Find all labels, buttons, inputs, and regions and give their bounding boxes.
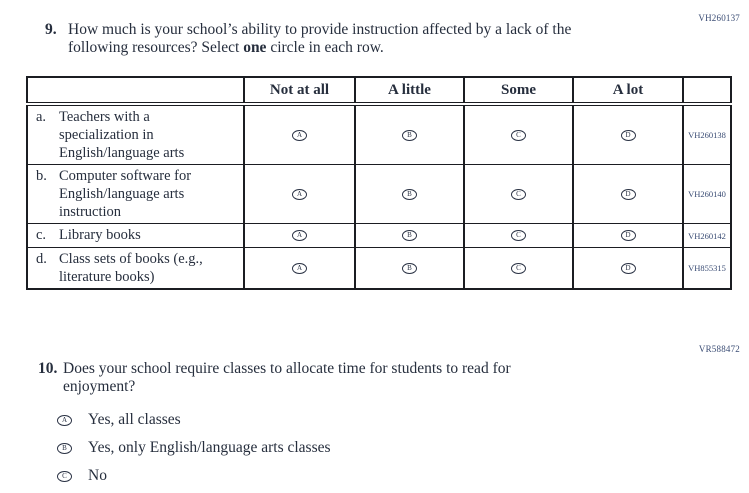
cell-a-lot <box>573 104 683 165</box>
option-yes-all-classes <box>57 406 331 434</box>
row-form-code: VH855315 <box>683 248 731 290</box>
option-label: No <box>88 467 107 484</box>
row-letter: b. <box>36 168 47 184</box>
question-10-text <box>63 360 511 396</box>
question-9-number: 9. <box>45 21 57 38</box>
answer-bubble-d[interactable]: D <box>621 263 636 274</box>
question-10-options <box>57 406 331 490</box>
question-10-line2: enjoyment? <box>63 378 136 395</box>
row-label: Computer software for English/language arts instruction <box>59 168 192 220</box>
answer-bubble-b[interactable]: B <box>402 230 417 241</box>
row-form-code: VH260142 <box>683 224 731 248</box>
answer-bubble-a[interactable]: A <box>292 263 307 274</box>
code-column-header <box>683 77 731 104</box>
row-label: Class sets of books (e.g., literature books) <box>59 251 203 285</box>
row-letter: c. <box>36 227 47 243</box>
answer-bubble-d[interactable]: D <box>621 189 636 200</box>
row-label-cell <box>27 248 244 290</box>
table-header-row <box>27 77 731 104</box>
row-label: Library books <box>59 227 141 243</box>
row-letter: d. <box>36 251 47 267</box>
question-10-line1: Does your school require classes to allocate time for students to read for <box>63 360 511 377</box>
table-row-library-books <box>27 224 731 248</box>
row-form-code: VH260140 <box>683 165 731 224</box>
bold-word-one: one <box>243 39 267 56</box>
resources-matrix-table <box>26 76 732 290</box>
question-9-line1: How much is your school’s ability to provide instruction affected by a lack of the <box>68 21 572 38</box>
option-label: Yes, all classes <box>88 411 181 428</box>
table-row-class-sets-of-books <box>27 248 731 290</box>
table-row-computer-software <box>27 165 731 224</box>
question-9-line2: following resources? Select one circle in each row. <box>68 39 384 56</box>
question-9 <box>45 21 571 57</box>
cell-some <box>464 224 573 248</box>
cell-not-at-all <box>244 248 355 290</box>
option-yes-only-ela-classes <box>57 434 331 462</box>
row-label-cell <box>27 224 244 248</box>
cell-not-at-all <box>244 224 355 248</box>
cell-some <box>464 248 573 290</box>
answer-bubble-a[interactable]: A <box>292 130 307 141</box>
question-10-number: 10. <box>38 360 58 377</box>
table-row-teachers-specialization <box>27 104 731 165</box>
option-label: Yes, only English/language arts classes <box>88 439 331 456</box>
row-label-cell <box>27 104 244 165</box>
row-label: Teachers with a specialization in English/language arts <box>59 109 185 161</box>
answer-bubble-a[interactable]: A <box>292 189 307 200</box>
column-header-a-little: A little <box>355 77 464 104</box>
cell-a-lot <box>573 165 683 224</box>
cell-some <box>464 165 573 224</box>
question-10-form-code: VR588472 <box>698 344 740 354</box>
question-9-text <box>68 21 571 57</box>
answer-bubble-c[interactable]: C <box>511 230 526 241</box>
row-letter: a. <box>36 109 47 125</box>
row-form-code: VH260138 <box>683 104 731 165</box>
answer-bubble-a[interactable]: A <box>292 230 307 241</box>
answer-bubble-c[interactable]: C <box>511 189 526 200</box>
answer-bubble-b[interactable]: B <box>402 189 417 200</box>
question-9-form-code: VH260137 <box>698 13 740 23</box>
column-header-some: Some <box>464 77 573 104</box>
cell-a-lot <box>573 224 683 248</box>
cell-a-little <box>355 165 464 224</box>
question-10 <box>38 360 511 396</box>
cell-a-lot <box>573 248 683 290</box>
row-label-column-header <box>27 77 244 104</box>
column-header-not-at-all: Not at all <box>244 77 355 104</box>
answer-bubble-b[interactable]: B <box>402 263 417 274</box>
answer-bubble-b[interactable]: B <box>57 443 72 454</box>
cell-not-at-all <box>244 165 355 224</box>
column-header-a-lot: A lot <box>573 77 683 104</box>
answer-bubble-d[interactable]: D <box>621 130 636 141</box>
answer-bubble-d[interactable]: D <box>621 230 636 241</box>
answer-bubble-a[interactable]: A <box>57 415 72 426</box>
cell-not-at-all <box>244 104 355 165</box>
row-label-cell <box>27 165 244 224</box>
answer-bubble-c[interactable]: C <box>511 263 526 274</box>
cell-a-little <box>355 104 464 165</box>
answer-bubble-c[interactable]: C <box>511 130 526 141</box>
cell-some <box>464 104 573 165</box>
option-no <box>57 462 331 490</box>
cell-a-little <box>355 224 464 248</box>
answer-bubble-b[interactable]: B <box>402 130 417 141</box>
answer-bubble-c[interactable]: C <box>57 471 72 482</box>
cell-a-little <box>355 248 464 290</box>
